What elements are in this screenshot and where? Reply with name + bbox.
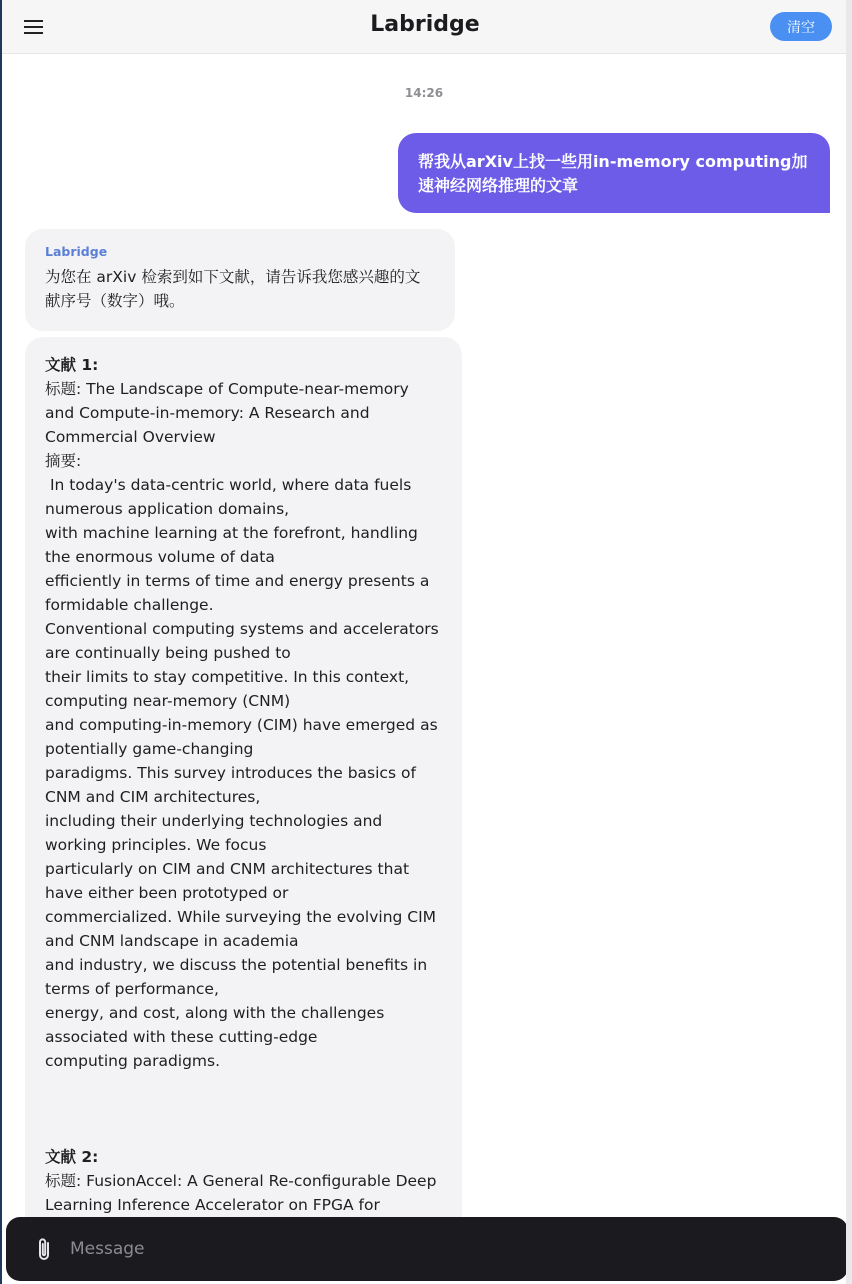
bot-sender-name: Labridge <box>45 244 108 259</box>
app-header <box>2 0 848 54</box>
abstract-line: their limits to stay competitive. In this context, computing near-memory (CNM) <box>45 668 415 710</box>
bot-message-text: 为您在 arXiv 检索到如下文献，请告诉我您感兴趣的文献序号（数字）哦。 <box>45 268 421 310</box>
message-composer <box>6 1217 848 1281</box>
message-input[interactable] <box>70 1231 810 1267</box>
message-timestamp: 14:26 <box>404 86 444 100</box>
abstract-line: and industry, we discuss the potential benefits in terms of performance, <box>45 956 433 998</box>
abstract-line: Conventional computing systems and accelerators are continually being pushed to <box>45 620 444 662</box>
user-message-bubble <box>398 133 830 213</box>
abstract-label: 摘要: <box>45 452 82 470</box>
abstract-line: energy, and cost, along with the challenges associated with these cutting-edge <box>45 1004 390 1046</box>
result-title: 标题: FusionAccel: A General Re-configurable Deep Learning Inference Accelerator on FPGA for <box>45 1172 442 1214</box>
user-message-text: 帮我从arXiv上找一些用in-memory computing加速神经网络推理的文章 <box>418 152 808 195</box>
bot-message-bubble <box>25 229 455 331</box>
result-heading: 文献 2: <box>45 1148 99 1166</box>
clear-button[interactable]: 清空 <box>770 12 832 41</box>
result-title: 标题: The Landscape of Compute-near-memory and Compute-in-memory: A Research and Commercial Overview <box>45 380 414 446</box>
page-title: Labridge <box>370 12 480 37</box>
abstract-line: commercialized. While surveying the evolving CIM and CNM landscape in academia <box>45 908 441 950</box>
result-heading: 文献 1: <box>45 356 99 374</box>
abstract-line: In today's data-centric world, where data fuels numerous application domains, <box>45 476 417 518</box>
abstract-line: efficiently in terms of time and energy presents a formidable challenge. <box>45 572 435 614</box>
abstract-line: particularly on CIM and CNM architectures that have either been prototyped or <box>45 860 414 902</box>
search-results-bubble <box>25 337 462 1237</box>
blank-spacer <box>45 1073 442 1145</box>
abstract-line: computing paradigms. <box>45 1052 221 1070</box>
paperclip-icon[interactable] <box>34 1236 54 1264</box>
abstract-line: paradigms. This survey introduces the basics of CNM and CIM architectures, <box>45 764 421 806</box>
abstract-line: and computing-in-memory (CIM) have emerged as potentially game-changing <box>45 716 443 758</box>
abstract-line: with machine learning at the forefront, handling the enormous volume of data <box>45 524 423 566</box>
abstract-line: including their underlying technologies and working principles. We focus <box>45 812 388 854</box>
